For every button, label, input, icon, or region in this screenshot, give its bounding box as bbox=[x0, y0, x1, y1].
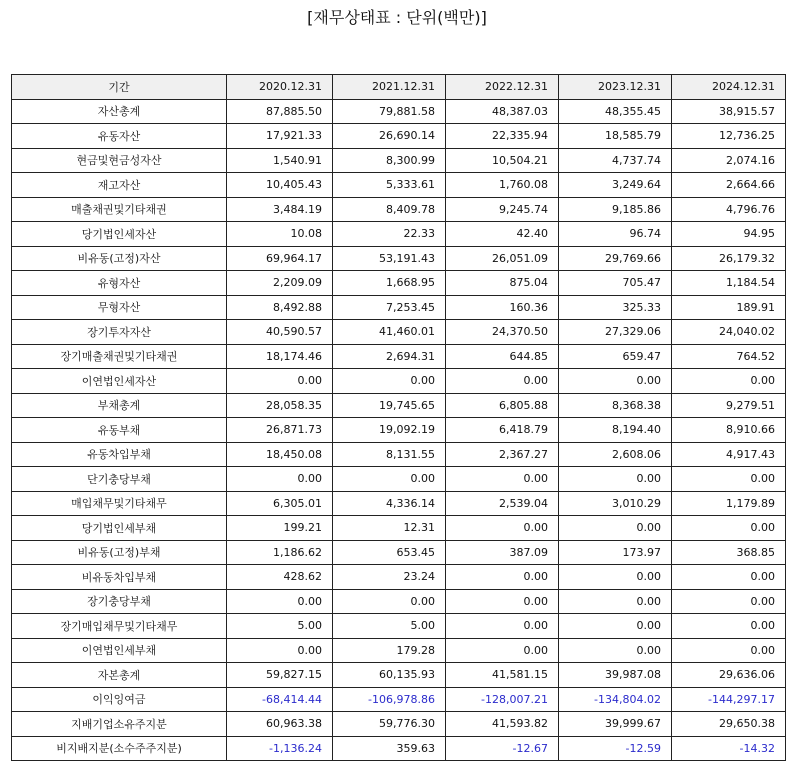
table-cell: 12,736.25 bbox=[672, 124, 786, 149]
table-cell: 3,249.64 bbox=[559, 173, 672, 198]
table-cell: 875.04 bbox=[446, 271, 559, 296]
table-row bbox=[12, 540, 786, 565]
table-cell: 0.00 bbox=[559, 565, 672, 590]
table-cell: 18,174.46 bbox=[227, 344, 333, 369]
row-label: 부채총계 bbox=[12, 393, 227, 418]
table-cell: 1,760.08 bbox=[446, 173, 559, 198]
table-row bbox=[12, 712, 786, 737]
table-cell: 705.47 bbox=[559, 271, 672, 296]
table-cell: 29,769.66 bbox=[559, 246, 672, 271]
table-cell: 0.00 bbox=[559, 516, 672, 541]
table-cell: 18,585.79 bbox=[559, 124, 672, 149]
table-row bbox=[12, 442, 786, 467]
table-cell: 0.00 bbox=[446, 565, 559, 590]
table-cell: 0.00 bbox=[559, 589, 672, 614]
table-cell: 26,690.14 bbox=[333, 124, 446, 149]
table-cell: 0.00 bbox=[446, 638, 559, 663]
table-cell: 0.00 bbox=[446, 589, 559, 614]
table-cell: 0.00 bbox=[333, 467, 446, 492]
table-cell: 6,805.88 bbox=[446, 393, 559, 418]
table-cell: 4,917.43 bbox=[672, 442, 786, 467]
table-cell: 12.31 bbox=[333, 516, 446, 541]
table-row bbox=[12, 99, 786, 124]
table-cell: 5.00 bbox=[227, 614, 333, 639]
table-cell: 48,355.45 bbox=[559, 99, 672, 124]
table-body bbox=[12, 99, 786, 761]
table-cell: 2,367.27 bbox=[446, 442, 559, 467]
table-cell: 8,194.40 bbox=[559, 418, 672, 443]
table-cell: -68,414.44 bbox=[227, 687, 333, 712]
table-cell: -144,297.17 bbox=[672, 687, 786, 712]
row-label: 무형자산 bbox=[12, 295, 227, 320]
row-label: 장기매출채권및기타채권 bbox=[12, 344, 227, 369]
table-cell: 5.00 bbox=[333, 614, 446, 639]
table-cell: 5,333.61 bbox=[333, 173, 446, 198]
table-row bbox=[12, 638, 786, 663]
row-label: 당기법인세부채 bbox=[12, 516, 227, 541]
table-cell: 24,370.50 bbox=[446, 320, 559, 345]
table-row bbox=[12, 369, 786, 394]
table-cell: 325.33 bbox=[559, 295, 672, 320]
row-label: 유동자산 bbox=[12, 124, 227, 149]
table-cell: 9,245.74 bbox=[446, 197, 559, 222]
table-cell: 368.85 bbox=[672, 540, 786, 565]
table-cell: 2,209.09 bbox=[227, 271, 333, 296]
row-label: 이익잉여금 bbox=[12, 687, 227, 712]
table-cell: 0.00 bbox=[559, 638, 672, 663]
table-row bbox=[12, 663, 786, 688]
table-cell: 41,581.15 bbox=[446, 663, 559, 688]
table-cell: 26,051.09 bbox=[446, 246, 559, 271]
table-cell: 19,092.19 bbox=[333, 418, 446, 443]
table-cell: 0.00 bbox=[227, 369, 333, 394]
header-2024: 2024.12.31 bbox=[672, 75, 786, 100]
table-cell: 3,484.19 bbox=[227, 197, 333, 222]
table-cell: 2,608.06 bbox=[559, 442, 672, 467]
table-cell: 659.47 bbox=[559, 344, 672, 369]
table-cell: 19,745.65 bbox=[333, 393, 446, 418]
table-cell: 387.09 bbox=[446, 540, 559, 565]
row-label: 단기충당부채 bbox=[12, 467, 227, 492]
table-cell: 6,418.79 bbox=[446, 418, 559, 443]
table-row bbox=[12, 467, 786, 492]
table-cell: 39,999.67 bbox=[559, 712, 672, 737]
table-cell: 42.40 bbox=[446, 222, 559, 247]
table-cell: 6,305.01 bbox=[227, 491, 333, 516]
table-row bbox=[12, 148, 786, 173]
table-cell: 764.52 bbox=[672, 344, 786, 369]
table-cell: 4,796.76 bbox=[672, 197, 786, 222]
table-cell: 1,179.89 bbox=[672, 491, 786, 516]
table-cell: 0.00 bbox=[227, 589, 333, 614]
header-period: 기간 bbox=[12, 75, 227, 100]
table-cell: 0.00 bbox=[446, 467, 559, 492]
table-row bbox=[12, 565, 786, 590]
table-cell: 2,664.66 bbox=[672, 173, 786, 198]
table-cell: 3,010.29 bbox=[559, 491, 672, 516]
table-row bbox=[12, 246, 786, 271]
row-label: 당기법인세자산 bbox=[12, 222, 227, 247]
table-row bbox=[12, 687, 786, 712]
table-cell: 7,253.45 bbox=[333, 295, 446, 320]
table-cell: 26,871.73 bbox=[227, 418, 333, 443]
table-cell: 9,185.86 bbox=[559, 197, 672, 222]
table-cell: 2,539.04 bbox=[446, 491, 559, 516]
table-row bbox=[12, 173, 786, 198]
row-label: 유동부채 bbox=[12, 418, 227, 443]
table-cell: 29,650.38 bbox=[672, 712, 786, 737]
table-header-row bbox=[12, 75, 786, 100]
table-cell: 59,776.30 bbox=[333, 712, 446, 737]
table-row bbox=[12, 344, 786, 369]
table-cell: -128,007.21 bbox=[446, 687, 559, 712]
table-cell: 0.00 bbox=[559, 614, 672, 639]
table-row bbox=[12, 271, 786, 296]
table-cell: 9,279.51 bbox=[672, 393, 786, 418]
table-row bbox=[12, 736, 786, 761]
table-cell: 653.45 bbox=[333, 540, 446, 565]
table-cell: 23.24 bbox=[333, 565, 446, 590]
row-label: 유형자산 bbox=[12, 271, 227, 296]
table-cell: 96.74 bbox=[559, 222, 672, 247]
row-label: 현금및현금성자산 bbox=[12, 148, 227, 173]
table-cell: 0.00 bbox=[227, 467, 333, 492]
table-cell: 22.33 bbox=[333, 222, 446, 247]
row-label: 비유동(고정)부채 bbox=[12, 540, 227, 565]
table-cell: -1,136.24 bbox=[227, 736, 333, 761]
table-cell: 1,540.91 bbox=[227, 148, 333, 173]
table-cell: 40,590.57 bbox=[227, 320, 333, 345]
table-cell: 173.97 bbox=[559, 540, 672, 565]
row-label: 자본총계 bbox=[12, 663, 227, 688]
table-cell: 428.62 bbox=[227, 565, 333, 590]
table-cell: -12.59 bbox=[559, 736, 672, 761]
table-cell: 22,335.94 bbox=[446, 124, 559, 149]
table-cell: 0.00 bbox=[672, 467, 786, 492]
row-label: 이연법인세부채 bbox=[12, 638, 227, 663]
table-row bbox=[12, 614, 786, 639]
table-cell: 0.00 bbox=[672, 516, 786, 541]
table-row bbox=[12, 589, 786, 614]
row-label: 매입채무및기타채무 bbox=[12, 491, 227, 516]
table-cell: 39,987.08 bbox=[559, 663, 672, 688]
header-2022: 2022.12.31 bbox=[446, 75, 559, 100]
table-cell: 29,636.06 bbox=[672, 663, 786, 688]
table-cell: 8,910.66 bbox=[672, 418, 786, 443]
table-cell: 0.00 bbox=[446, 516, 559, 541]
table-cell: 8,409.78 bbox=[333, 197, 446, 222]
table-cell: 1,668.95 bbox=[333, 271, 446, 296]
header-2020: 2020.12.31 bbox=[227, 75, 333, 100]
table-cell: 1,184.54 bbox=[672, 271, 786, 296]
row-label: 매출채권및기타채권 bbox=[12, 197, 227, 222]
row-label: 장기투자자산 bbox=[12, 320, 227, 345]
table-cell: 10,504.21 bbox=[446, 148, 559, 173]
row-label: 유동차입부채 bbox=[12, 442, 227, 467]
table-cell: 0.00 bbox=[333, 589, 446, 614]
row-label: 재고자산 bbox=[12, 173, 227, 198]
table-cell: 2,694.31 bbox=[333, 344, 446, 369]
table-cell: 0.00 bbox=[446, 614, 559, 639]
table-cell: 359.63 bbox=[333, 736, 446, 761]
header-2023: 2023.12.31 bbox=[559, 75, 672, 100]
table-cell: 79,881.58 bbox=[333, 99, 446, 124]
table-cell: 0.00 bbox=[672, 369, 786, 394]
row-label: 장기충당부채 bbox=[12, 589, 227, 614]
row-label: 자산총계 bbox=[12, 99, 227, 124]
table-cell: 189.91 bbox=[672, 295, 786, 320]
table-cell: 0.00 bbox=[672, 638, 786, 663]
table-cell: 160.36 bbox=[446, 295, 559, 320]
table-cell: 2,074.16 bbox=[672, 148, 786, 173]
row-label: 지배기업소유주지분 bbox=[12, 712, 227, 737]
page-title: [재무상태표 : 단위(백만)] bbox=[307, 8, 487, 27]
table-cell: 4,737.74 bbox=[559, 148, 672, 173]
table-cell: 59,827.15 bbox=[227, 663, 333, 688]
table-cell: 0.00 bbox=[672, 565, 786, 590]
table-cell: -106,978.86 bbox=[333, 687, 446, 712]
table-cell: 0.00 bbox=[559, 467, 672, 492]
table-cell: 27,329.06 bbox=[559, 320, 672, 345]
table-cell: 8,492.88 bbox=[227, 295, 333, 320]
table-cell: -12.67 bbox=[446, 736, 559, 761]
table-cell: 8,300.99 bbox=[333, 148, 446, 173]
row-label: 장기매입채무및기타채무 bbox=[12, 614, 227, 639]
table-cell: 41,460.01 bbox=[333, 320, 446, 345]
table-cell: 0.00 bbox=[333, 369, 446, 394]
table-cell: 0.00 bbox=[446, 369, 559, 394]
table-cell: 69,964.17 bbox=[227, 246, 333, 271]
table-cell: 644.85 bbox=[446, 344, 559, 369]
table-cell: 0.00 bbox=[672, 589, 786, 614]
table-cell: 199.21 bbox=[227, 516, 333, 541]
table-row bbox=[12, 516, 786, 541]
table-cell: 4,336.14 bbox=[333, 491, 446, 516]
table-row bbox=[12, 124, 786, 149]
table-cell: 48,387.03 bbox=[446, 99, 559, 124]
table-cell: 1,186.62 bbox=[227, 540, 333, 565]
table-cell: 87,885.50 bbox=[227, 99, 333, 124]
table-cell: 24,040.02 bbox=[672, 320, 786, 345]
table-cell: 10,405.43 bbox=[227, 173, 333, 198]
table-cell: 17,921.33 bbox=[227, 124, 333, 149]
table-cell: -14.32 bbox=[672, 736, 786, 761]
table-cell: -134,804.02 bbox=[559, 687, 672, 712]
table-row bbox=[12, 320, 786, 345]
table-cell: 41,593.82 bbox=[446, 712, 559, 737]
table-cell: 10.08 bbox=[227, 222, 333, 247]
table-cell: 60,135.93 bbox=[333, 663, 446, 688]
table-row bbox=[12, 393, 786, 418]
table-cell: 26,179.32 bbox=[672, 246, 786, 271]
balance-sheet-table bbox=[11, 74, 786, 761]
table-row bbox=[12, 295, 786, 320]
table-row bbox=[12, 491, 786, 516]
table-cell: 8,368.38 bbox=[559, 393, 672, 418]
table-cell: 28,058.35 bbox=[227, 393, 333, 418]
table-cell: 179.28 bbox=[333, 638, 446, 663]
row-label: 이연법인세자산 bbox=[12, 369, 227, 394]
table-cell: 53,191.43 bbox=[333, 246, 446, 271]
table-row bbox=[12, 222, 786, 247]
header-2021: 2021.12.31 bbox=[333, 75, 446, 100]
table-cell: 0.00 bbox=[559, 369, 672, 394]
table-cell: 18,450.08 bbox=[227, 442, 333, 467]
table-cell: 60,963.38 bbox=[227, 712, 333, 737]
table-cell: 0.00 bbox=[227, 638, 333, 663]
table-row bbox=[12, 418, 786, 443]
row-label: 비지배지분(소수주주지분) bbox=[12, 736, 227, 761]
row-label: 비유동차입부채 bbox=[12, 565, 227, 590]
row-label: 비유동(고정)자산 bbox=[12, 246, 227, 271]
table-cell: 8,131.55 bbox=[333, 442, 446, 467]
table-cell: 38,915.57 bbox=[672, 99, 786, 124]
table-cell: 94.95 bbox=[672, 222, 786, 247]
table-cell: 0.00 bbox=[672, 614, 786, 639]
table-row bbox=[12, 197, 786, 222]
